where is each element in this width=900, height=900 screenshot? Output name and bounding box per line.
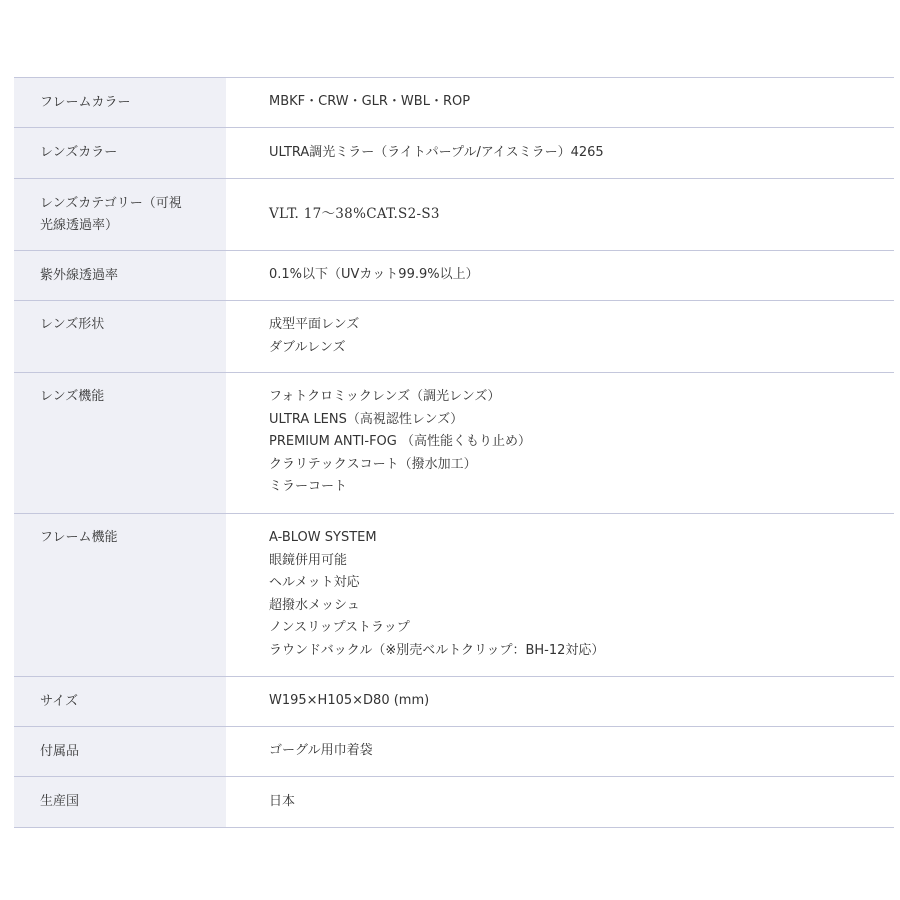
- table-row-origin: [14, 777, 894, 828]
- row-value: W195×H105×D80 (mm): [269, 693, 430, 709]
- list-item: ヘルメット対応: [269, 575, 360, 590]
- row-value: ゴーグル用巾着袋: [269, 743, 373, 759]
- table-row-lens-category: [14, 179, 894, 251]
- row-label: レンズ形状: [14, 301, 226, 373]
- row-label: [14, 179, 226, 251]
- category-value: CAT.S2-S3: [366, 205, 440, 222]
- row-value: MBKF・CRW・GLR・WBL・ROP: [269, 94, 471, 110]
- row-label: サイズ: [14, 677, 226, 727]
- row-label: 紫外線透過率: [14, 251, 226, 301]
- row-label: レンズ機能: [14, 373, 226, 514]
- row-label-line: 光線透過率）: [40, 217, 119, 233]
- vlt-value: VLT. 17～38%: [269, 205, 367, 222]
- list-item: ミラーコート: [269, 479, 348, 494]
- list-item: ULTRA LENS（高視認性レンズ）: [269, 411, 464, 427]
- row-value: [226, 373, 894, 514]
- row-value: 日本: [269, 793, 296, 809]
- row-value: 0.1%以下（UVカット99.9%以上）: [269, 267, 479, 283]
- row-label: フレームカラー: [14, 78, 226, 128]
- list-item: 成型平面レンズ: [269, 317, 360, 332]
- row-label: フレーム機能: [14, 514, 226, 677]
- row-label: 生産国: [14, 777, 226, 828]
- table-row-frame-function: [14, 514, 894, 677]
- row-label: レンズカラー: [14, 128, 226, 179]
- table-row-lens-shape: [14, 301, 894, 373]
- list-item: 眼鏡併用可能: [269, 552, 348, 568]
- row-label: 付属品: [14, 727, 226, 777]
- list-item: A-BLOW SYSTEM: [269, 530, 377, 545]
- table-row-lens-color: [14, 128, 894, 179]
- table-row-size: [14, 677, 894, 727]
- list-item: クラリテックスコート（撥水加工）: [269, 456, 477, 472]
- list-item: 超撥水メッシュ: [269, 597, 360, 613]
- row-label-line: レンズカテゴリー（可視: [40, 195, 182, 211]
- list-item: PREMIUM ANTI-FOG （高性能くもり止め）: [269, 434, 531, 449]
- spec-table: [14, 77, 894, 828]
- row-value: [226, 179, 894, 251]
- list-item: ノンスリップストラップ: [269, 620, 410, 635]
- table-row-accessories: [14, 727, 894, 777]
- table-row-frame-color: [14, 78, 894, 128]
- row-value: [226, 301, 894, 373]
- list-item: フォトクロミックレンズ（調光レンズ）: [269, 389, 501, 404]
- table-row-lens-function: [14, 373, 894, 514]
- row-value: ULTRA調光ミラー（ライトパープル/アイスミラー）4265: [269, 144, 604, 160]
- table-row-uv: [14, 251, 894, 301]
- list-item: ラウンドバックル（※別売ベルトクリップ：BH-12対応）: [269, 642, 605, 658]
- list-item: ダブルレンズ: [269, 339, 346, 355]
- row-value: [226, 514, 894, 677]
